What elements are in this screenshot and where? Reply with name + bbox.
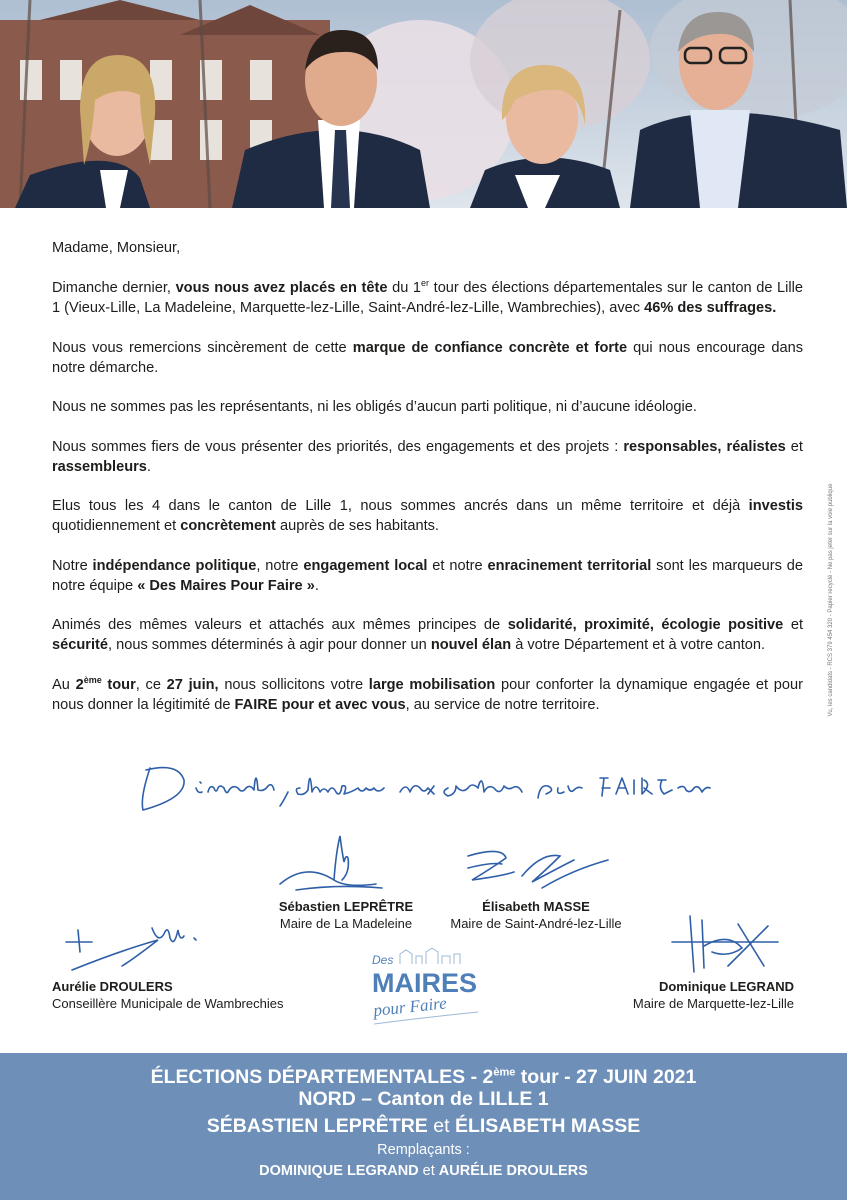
signatory-name: Aurélie DROULERS bbox=[52, 979, 173, 994]
p7-text: , nous sommes déterminés à agir pour donner un bbox=[107, 637, 431, 653]
handwritten-note-icon bbox=[138, 758, 718, 818]
banner-substitutes-label-text: Remplaçants : bbox=[377, 1142, 470, 1158]
paragraph-5 bbox=[52, 496, 803, 536]
banner-candidate-name: ÉLISABETH MASSE bbox=[454, 1115, 641, 1137]
p8-bold: large mobilisation bbox=[368, 676, 496, 693]
logo-line1: Des bbox=[372, 953, 394, 967]
banner-substitutes bbox=[0, 1161, 847, 1181]
legal-note bbox=[824, 470, 838, 730]
p8-superscript bbox=[84, 675, 102, 685]
paragraph-8 bbox=[52, 675, 803, 715]
p8-bold: 27 juin, bbox=[166, 676, 219, 693]
signatory-role: Maire de Saint-André-lez-Lille bbox=[450, 916, 622, 931]
p6-text: sont les marqueurs de notre équipe bbox=[52, 557, 803, 594]
banner-substitutes-label bbox=[0, 1141, 847, 1159]
signature-droulers-icon bbox=[62, 920, 202, 976]
des-maires-pour-faire-logo-icon bbox=[360, 948, 492, 1030]
banner-canton bbox=[0, 1087, 847, 1111]
signature-legrand-icon bbox=[668, 912, 786, 976]
p5-bold: investis bbox=[748, 498, 803, 514]
signatory-droulers bbox=[52, 978, 312, 1012]
banner-election-title bbox=[0, 1065, 847, 1089]
logo-line2: MAIRES bbox=[372, 968, 478, 998]
p6-text: . bbox=[314, 577, 319, 594]
p1-text: Dimanche dernier, bbox=[52, 280, 176, 296]
p4-bold: responsables, réalistes bbox=[623, 438, 786, 455]
signature-lepretre-icon bbox=[276, 832, 386, 896]
banner-substitute-name: DOMINIQUE LEGRAND bbox=[259, 1163, 419, 1179]
banner-title-text: tour - 27 JUIN 2021 bbox=[515, 1066, 697, 1088]
p7-bold: nouvel élan bbox=[430, 637, 512, 653]
banner-candidate-name: SÉBASTIEN LEPRÊTRE bbox=[206, 1115, 428, 1137]
signatory-name: Dominique LEGRAND bbox=[658, 979, 794, 994]
p4-bold: rassembleurs bbox=[52, 458, 147, 475]
banner-and-text: et bbox=[427, 1115, 455, 1137]
p4-text: . bbox=[146, 458, 151, 475]
p8-bold: tour bbox=[101, 676, 136, 693]
p8-text: pour conforter la dynamique engagée et pour nous donner la légitimité de bbox=[52, 676, 803, 713]
p1-text: du 1 bbox=[387, 280, 422, 296]
p6-bold: enracinement territorial bbox=[487, 557, 652, 574]
p2-bold: marque de confiance concrète et forte bbox=[352, 339, 628, 356]
banner-canton-text: NORD – Canton de LILLE 1 bbox=[298, 1088, 549, 1110]
p6-text: et notre bbox=[427, 557, 488, 574]
p6-bold: « Des Maires Pour Faire » bbox=[137, 577, 315, 594]
banner-title-superscript: ème bbox=[493, 1066, 516, 1079]
p1-text: tour des élections départementales sur le canton de Lille 1 (Vieux-Lille, La Madeleine, Marquette-lez-Lille, Saint-André-lez-Lille, Wambrechies), avec bbox=[52, 280, 803, 316]
signatory-role: Maire de Marquette-lez-Lille bbox=[632, 996, 794, 1011]
group-photo-icon bbox=[0, 0, 847, 208]
candidates-photo bbox=[0, 0, 847, 208]
p7-text: et bbox=[783, 617, 803, 633]
p8-text: nous sollicitons votre bbox=[218, 676, 369, 693]
p2-text: qui nous encourage dans notre démarche. bbox=[52, 339, 803, 376]
banner-title-text: ÉLECTIONS DÉPARTEMENTALES - 2 bbox=[150, 1066, 494, 1088]
signatory-name: Élisabeth MASSE bbox=[482, 899, 590, 914]
p7-bold: solidarité, proximité, écologie positive bbox=[507, 617, 784, 633]
p8-text: , au service de notre territoire. bbox=[405, 696, 600, 713]
legal-note-text: Vu, les candidats - RCS 379 454 320 - Papier recyclé - Ne pas jeter sur la voie publique bbox=[828, 483, 834, 717]
paragraph-6 bbox=[52, 556, 803, 596]
p8-text: Au bbox=[52, 676, 76, 693]
p8-bold: FAIRE pour et avec vous bbox=[234, 696, 406, 713]
paragraph-4 bbox=[52, 437, 803, 477]
signatory-role: Maire de La Madeleine bbox=[279, 916, 413, 931]
p2-text: Nous vous remercions sincèrement de cette bbox=[52, 339, 353, 356]
p1-bold: 46% des suffrages. bbox=[644, 300, 777, 316]
signatory-lepretre bbox=[266, 898, 426, 932]
p4-text: Nous sommes fiers de vous présenter des priorités, des engagements et des projets : bbox=[52, 438, 624, 455]
paragraph-1 bbox=[52, 278, 803, 318]
letter-body bbox=[52, 238, 803, 734]
p8-text: , ce bbox=[135, 676, 167, 693]
banner-and-text: et bbox=[418, 1163, 439, 1179]
signatory-role: Conseillère Municipale de Wambrechies bbox=[52, 996, 284, 1011]
p6-bold: indépendance politique bbox=[92, 557, 257, 574]
signatory-legrand bbox=[594, 978, 794, 1012]
signatory-name: Sébastien LEPRÊTRE bbox=[278, 899, 414, 914]
greeting-text: Madame, Monsieur, bbox=[52, 240, 181, 256]
paragraph-3 bbox=[52, 397, 803, 417]
banner-substitute-name: AURÉLIE DROULERS bbox=[438, 1163, 588, 1179]
p5-text: quotidiennement et bbox=[52, 518, 181, 534]
p6-bold: engagement local bbox=[303, 557, 428, 574]
signature-masse-icon bbox=[462, 846, 612, 896]
p1-bold: vous nous avez placés en tête bbox=[175, 280, 388, 296]
p7-text: Animés des mêmes valeurs et attachés aux mêmes principes de bbox=[52, 617, 508, 633]
p7-text: à votre Département et à votre canton. bbox=[511, 637, 766, 653]
p8-bold: 2 bbox=[75, 676, 84, 693]
p5-text: Elus tous les 4 dans le canton de Lille 1, nous sommes ancrés dans un même territoire et déjà bbox=[52, 498, 749, 514]
p1-superscript: er bbox=[421, 278, 430, 289]
greeting bbox=[52, 238, 803, 258]
paragraph-7 bbox=[52, 615, 803, 655]
p5-bold: concrètement bbox=[180, 518, 276, 534]
logo-line3: pour Faire bbox=[372, 993, 448, 1020]
p8-superscript-text: ème bbox=[83, 674, 102, 685]
signatory-masse bbox=[440, 898, 632, 932]
p3-text: Nous ne sommes pas les représentants, ni les obligés d’aucun parti politique, ni d’aucune idéologie. bbox=[52, 399, 697, 415]
banner-candidates bbox=[0, 1114, 847, 1138]
election-banner bbox=[0, 1053, 847, 1200]
p4-text: et bbox=[785, 438, 803, 455]
p6-text: , notre bbox=[256, 557, 304, 574]
p6-text: Notre bbox=[52, 557, 93, 574]
paragraph-2 bbox=[52, 338, 803, 378]
p5-text: auprès de ses habitants. bbox=[275, 518, 439, 534]
p7-bold: sécurité bbox=[52, 637, 108, 653]
